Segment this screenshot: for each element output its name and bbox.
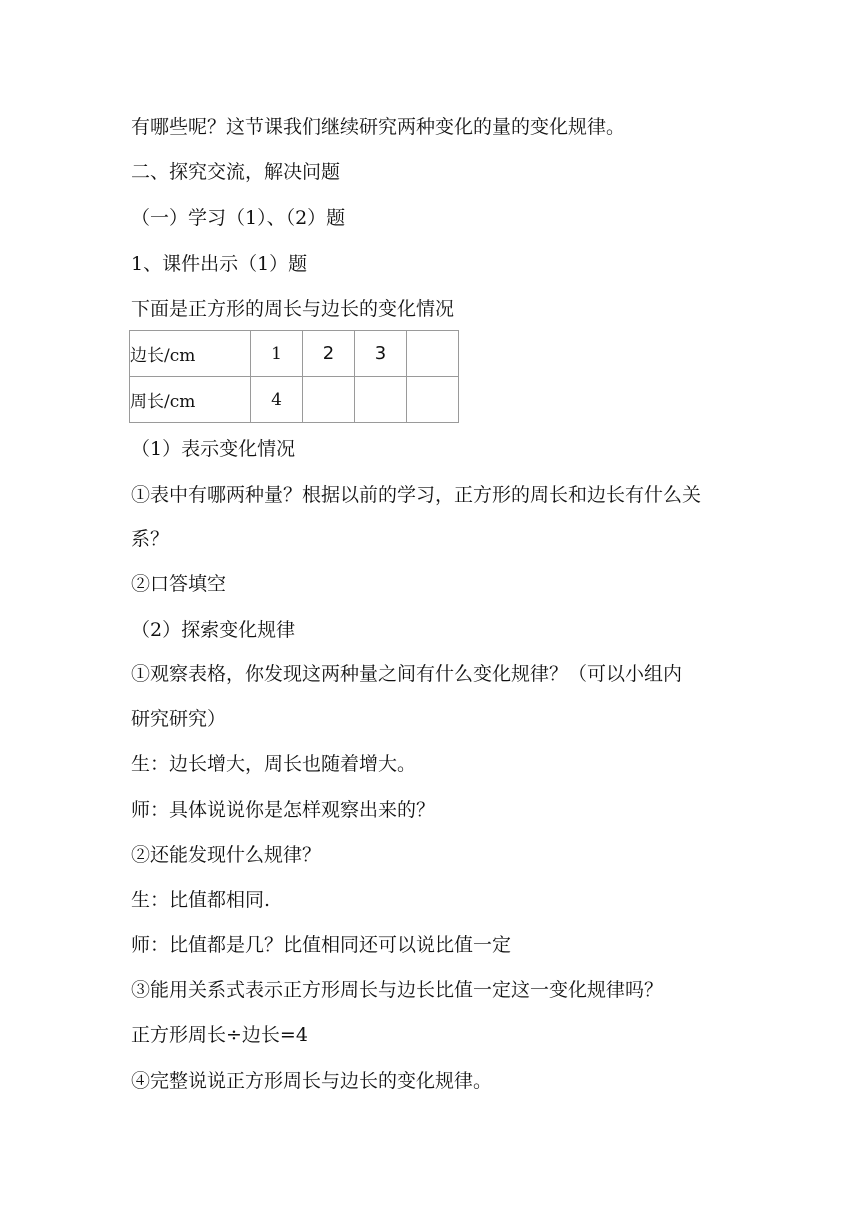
- table-cell: [407, 377, 459, 423]
- table-caption: 下面是正方形的周长与边长的变化情况: [131, 298, 455, 320]
- table-cell: [355, 377, 407, 423]
- table-cell: 4: [251, 377, 303, 423]
- step-heading: 1、课件出示（1）题: [131, 253, 308, 275]
- question-line: ②还能发现什么规律？: [131, 844, 322, 866]
- dialogue-line: 生：比值都相同.: [131, 889, 271, 911]
- subsection-heading: （一）学习（1）、（2）题: [131, 207, 346, 229]
- dialogue-line: 生：边长增大，周长也随着增大。: [131, 753, 417, 775]
- table-cell: [407, 331, 459, 377]
- table-cell: 3: [355, 331, 407, 377]
- dialogue-line: 师：具体说说你是怎样观察出来的？: [131, 799, 436, 821]
- table-cell: 周长/cm: [130, 377, 251, 423]
- item-heading: （1）表示变化情况: [131, 438, 296, 460]
- question-line: ③能用关系式表示正方形周长与边长比值一定这一变化规律吗？: [131, 979, 664, 1001]
- question-line: 研究研究）: [131, 708, 227, 730]
- item-heading: （2）探索变化规律: [131, 619, 296, 641]
- table-cell: 1: [251, 331, 303, 377]
- question-line: 系？: [131, 528, 170, 550]
- question-line: ④完整说说正方形周长与边长的变化规律。: [131, 1070, 493, 1092]
- square-table: [129, 330, 459, 423]
- paragraph-intro: 有哪些呢？这节课我们继续研究两种变化的量的变化规律。: [131, 116, 626, 138]
- dialogue-line: 师：比值都是几？比值相同还可以说比值一定: [131, 934, 512, 956]
- question-line: ②口答填空: [131, 573, 227, 595]
- question-line: ①观察表格，你发现这两种量之间有什么变化规律？（可以小组内: [131, 663, 683, 685]
- table-row: [130, 377, 459, 423]
- formula-line: 正方形周长÷边长=4: [131, 1024, 308, 1046]
- table-row: [130, 331, 459, 377]
- section-heading: 二、探究交流，解决问题: [131, 161, 341, 183]
- question-line: ①表中有哪两种量？根据以前的学习，正方形的周长和边长有什么关: [131, 484, 702, 506]
- table-cell: 2: [303, 331, 355, 377]
- table-cell: 边长/cm: [130, 331, 251, 377]
- table-cell: [303, 377, 355, 423]
